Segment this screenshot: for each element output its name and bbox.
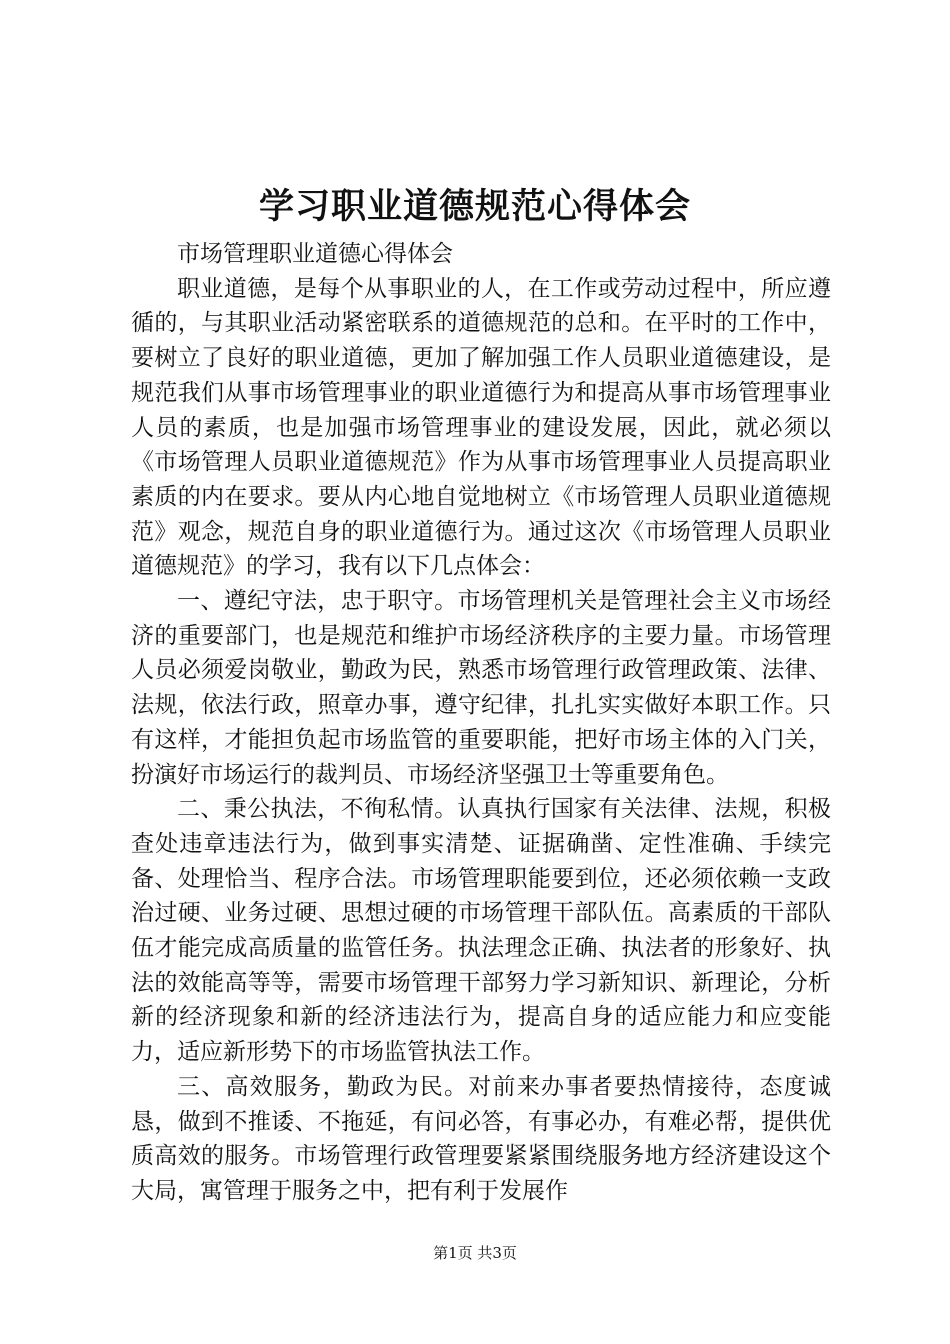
document-body bbox=[131, 237, 831, 1209]
document-title: 学习职业道德规范心得体会 bbox=[258, 187, 691, 227]
section-three-paragraph: 三、高效服务，勤政为民。对前来办事者要热情接待，态度诚恳，做到不推诿、不拖延，有问必答，有事必办，有难必帮，提供优质高效的服务。市场管理行政管理要紧紧围绕服务地方经济建设这个大局，寓管理于服务之中，把有利于发展作 bbox=[131, 1073, 831, 1204]
page-footer: 第1页 共3页 bbox=[433, 1244, 517, 1262]
intro-paragraph: 职业道德，是每个从事职业的人，在工作或劳动过程中，所应遵循的，与其职业活动紧密联系的道德规范的总和。在平时的工作中，要树立了良好的职业道德，更加了解加强工作人员职业道德建设，是规范我们从事市场管理事业的职业道德行为和提高从事市场管理事业人员的素质，也是加强市场管理事业的建设发展，因此，就必须以《市场管理人员职业道德规范》作为从事市场管理事业人员提高职业素质的内在要求。要从内心地自觉地树立《市场管理人员职业道德规范》观念，规范自身的职业道德行为。通过这次《市场管理人员职业道德规范》的学习，我有以下几点体会： bbox=[131, 275, 831, 580]
subtitle-paragraph: 市场管理职业道德心得体会 bbox=[177, 241, 453, 267]
section-two-paragraph: 二、秉公执法，不徇私情。认真执行国家有关法律、法规，积极查处违章违法行为，做到事实清楚、证据确凿、定性准确、手续完备、处理恰当、程序合法。市场管理职能要到位，还必须依赖一支政治过硬、业务过硬、思想过硬的市场管理干部队伍。高素质的干部队伍才能完成高质量的监管任务。执法理念正确、执法者的形象好、执法的效能高等等，需要市场管理干部努力学习新知识、新理论，分析新的经济现象和新的经济违法行为，提高自身的适应能力和应变能力，适应新形势下的市场监管执法工作。 bbox=[131, 796, 831, 1066]
section-one-paragraph: 一、遵纪守法，忠于职守。市场管理机关是管理社会主义市场经济的重要部门，也是规范和维护市场经济秩序的主要力量。市场管理人员必须爱岗敬业，勤政为民，熟悉市场管理行政管理政策、法律、法规，依法行政，照章办事，遵守纪律，扎扎实实做好本职工作。只有这样，才能担负起市场监管的重要职能，把好市场主体的入门关，扮演好市场运行的裁判员、市场经济坚强卫士等重要角色。 bbox=[131, 588, 831, 788]
